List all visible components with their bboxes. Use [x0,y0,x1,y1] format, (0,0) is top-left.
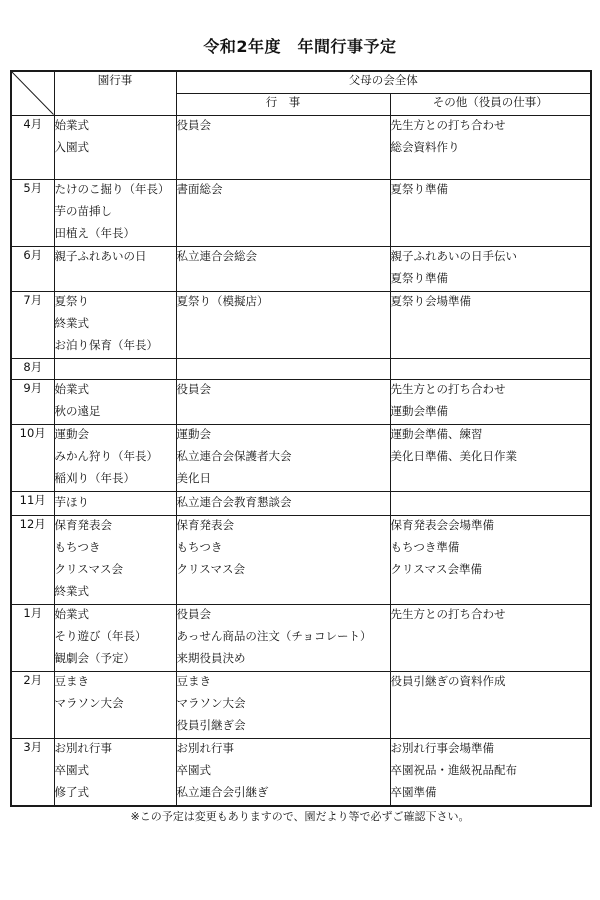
month-cell: 1月 [11,604,54,671]
event-item: 先生方との打ち合わせ [390,381,506,396]
event-item: お別れ行事 [54,740,112,755]
month-cell: 12月 [11,515,54,604]
officer-duty-cell [390,738,591,806]
kindergarten-event-cell [54,424,176,491]
event-item: 役員会 [176,117,211,132]
event-item: 卒園式 [176,762,211,777]
event-item: 卒園祝品・進級祝品配布 [390,762,517,777]
month-cell: 7月 [11,291,54,358]
event-item: 芋の苗挿し [54,203,112,218]
event-item: 総会資料作り [390,139,460,154]
parents-event-cell [176,424,390,491]
kindergarten-event-cell [54,379,176,424]
event-item: 夏祭り（模擬店） [176,293,269,308]
kindergarten-event-cell [54,738,176,806]
event-item: 終業式 [54,583,89,598]
event-item: あっせん商品の注文（チョコレート） [176,628,372,643]
event-item: 役員引継ぎ会 [176,717,246,732]
parents-event-cell [176,115,390,179]
month-cell: 9月 [11,379,54,424]
event-item: お泊り保育（年長） [54,337,158,352]
parents-event-cell [176,491,390,515]
schedule-row [11,671,591,738]
header-events: 行 事 [176,93,390,115]
event-item: 田植え（年長） [54,225,135,240]
schedule-row [11,358,591,379]
event-item: そり遊び（年長） [54,628,147,643]
kindergarten-event-cell [54,604,176,671]
event-item: 豆まき [54,673,89,688]
event-item: 観劇会（予定） [54,650,135,665]
parents-event-cell [176,291,390,358]
event-item: マラソン大会 [176,695,246,710]
schedule-row [11,738,591,806]
schedule-row [11,115,591,179]
event-item: 入園式 [54,139,89,154]
event-item: 芋ほり [54,494,89,509]
event-item: 修了式 [54,784,89,799]
schedule-row [11,179,591,246]
event-item: 私立連合会教育懇談会 [176,494,292,509]
event-item: 保育発表会 [176,517,234,532]
kindergarten-event-cell [54,491,176,515]
schedule-body [11,115,591,806]
event-item: 夏祭り準備 [390,181,448,196]
kindergarten-event-cell [54,291,176,358]
officer-duty-cell [390,115,591,179]
month-cell: 10月 [11,424,54,491]
event-item: 卒園式 [54,762,89,777]
event-item: 始業式 [54,606,89,621]
kindergarten-event-cell [54,671,176,738]
officer-duty-cell [390,246,591,291]
event-item: 始業式 [54,117,89,132]
event-item: 夏祭り会場準備 [390,293,471,308]
footnote: ※この予定は変更もありますので、園だより等で必ずご確認下さい。 [130,810,470,823]
month-cell: 2月 [11,671,54,738]
schedule-row [11,515,591,604]
event-item: 夏祭り準備 [390,270,448,285]
event-item: 秋の遠足 [54,403,101,418]
document-title: 令和2年度 年間行事予定 [203,37,397,56]
event-item: 稲刈り（年長） [54,470,135,485]
kindergarten-event-cell [54,515,176,604]
schedule-row [11,246,591,291]
officer-duty-cell [390,179,591,246]
header-other-duties: その他（役員の仕事） [390,93,591,115]
event-item: 親子ふれあいの日手伝い [390,248,517,263]
event-item: 美化日準備、美化日作業 [390,448,517,463]
schedule-row [11,424,591,491]
event-item: お別れ行事 [176,740,234,755]
parents-event-cell [176,515,390,604]
kindergarten-event-cell [54,246,176,291]
officer-duty-cell [390,671,591,738]
event-item: もちつき [176,539,223,554]
event-item: 運動会準備 [390,403,448,418]
event-item: 私立連合会保護者大会 [176,448,292,463]
event-item: 運動会 [54,426,89,441]
parents-event-cell [176,246,390,291]
event-item: 運動会準備、練習 [390,426,483,441]
event-item: 保育発表会会場準備 [390,517,494,532]
officer-duty-cell [390,491,591,515]
officer-duty-cell [390,379,591,424]
schedule-row [11,491,591,515]
month-cell: 4月 [11,115,54,179]
kindergarten-event-cell [54,179,176,246]
kindergarten-event-cell [54,115,176,179]
officer-duty-cell [390,358,591,379]
event-item: クリスマス会 [176,561,246,576]
schedule-row [11,291,591,358]
schedule-row [11,379,591,424]
event-item: たけのこ掘り（年長） [54,181,170,196]
event-item: 運動会 [176,426,211,441]
event-item: みかん狩り（年長） [54,448,158,463]
event-item: 卒園準備 [390,784,437,799]
event-item: 先生方との打ち合わせ [390,117,506,132]
parents-event-cell [176,179,390,246]
parents-event-cell [176,604,390,671]
header-kindergarten-events: 園行事 [54,71,176,115]
event-item: 豆まき [176,673,211,688]
event-item: お別れ行事会場準備 [390,740,494,755]
month-cell: 6月 [11,246,54,291]
event-item: 親子ふれあいの日 [54,248,147,263]
event-item: マラソン大会 [54,695,124,710]
month-cell: 11月 [11,491,54,515]
parents-event-cell [176,358,390,379]
parents-event-cell [176,738,390,806]
event-item: 夏祭り [54,293,89,308]
officer-duty-cell [390,604,591,671]
event-item: クリスマス会 [54,561,124,576]
schedule-row [11,604,591,671]
officer-duty-cell [390,515,591,604]
corner-diagonal-cell [11,71,54,115]
month-cell: 3月 [11,738,54,806]
event-item: クリスマス会準備 [390,561,483,576]
event-item: 来期役員決め [176,650,246,665]
annual-schedule-table [10,70,592,807]
event-item: 美化日 [176,470,211,485]
event-item: 私立連合会総会 [176,248,257,263]
event-item: 役員会 [176,381,211,396]
parents-event-cell [176,379,390,424]
officer-duty-cell [390,291,591,358]
event-item: 終業式 [54,315,89,330]
event-item: 私立連合会引継ぎ [176,784,269,799]
event-item: 始業式 [54,381,89,396]
event-item: 書面総会 [176,181,223,196]
month-cell: 8月 [11,358,54,379]
header-parents-association: 父母の会全体 [176,71,591,93]
event-item: 先生方との打ち合わせ [390,606,506,621]
event-item: もちつき [54,539,101,554]
event-item: もちつき準備 [390,539,460,554]
officer-duty-cell [390,424,591,491]
event-item: 役員引継ぎの資料作成 [390,673,506,688]
kindergarten-event-cell [54,358,176,379]
event-item: 保育発表会 [54,517,112,532]
parents-event-cell [176,671,390,738]
event-item: 役員会 [176,606,211,621]
month-cell: 5月 [11,179,54,246]
